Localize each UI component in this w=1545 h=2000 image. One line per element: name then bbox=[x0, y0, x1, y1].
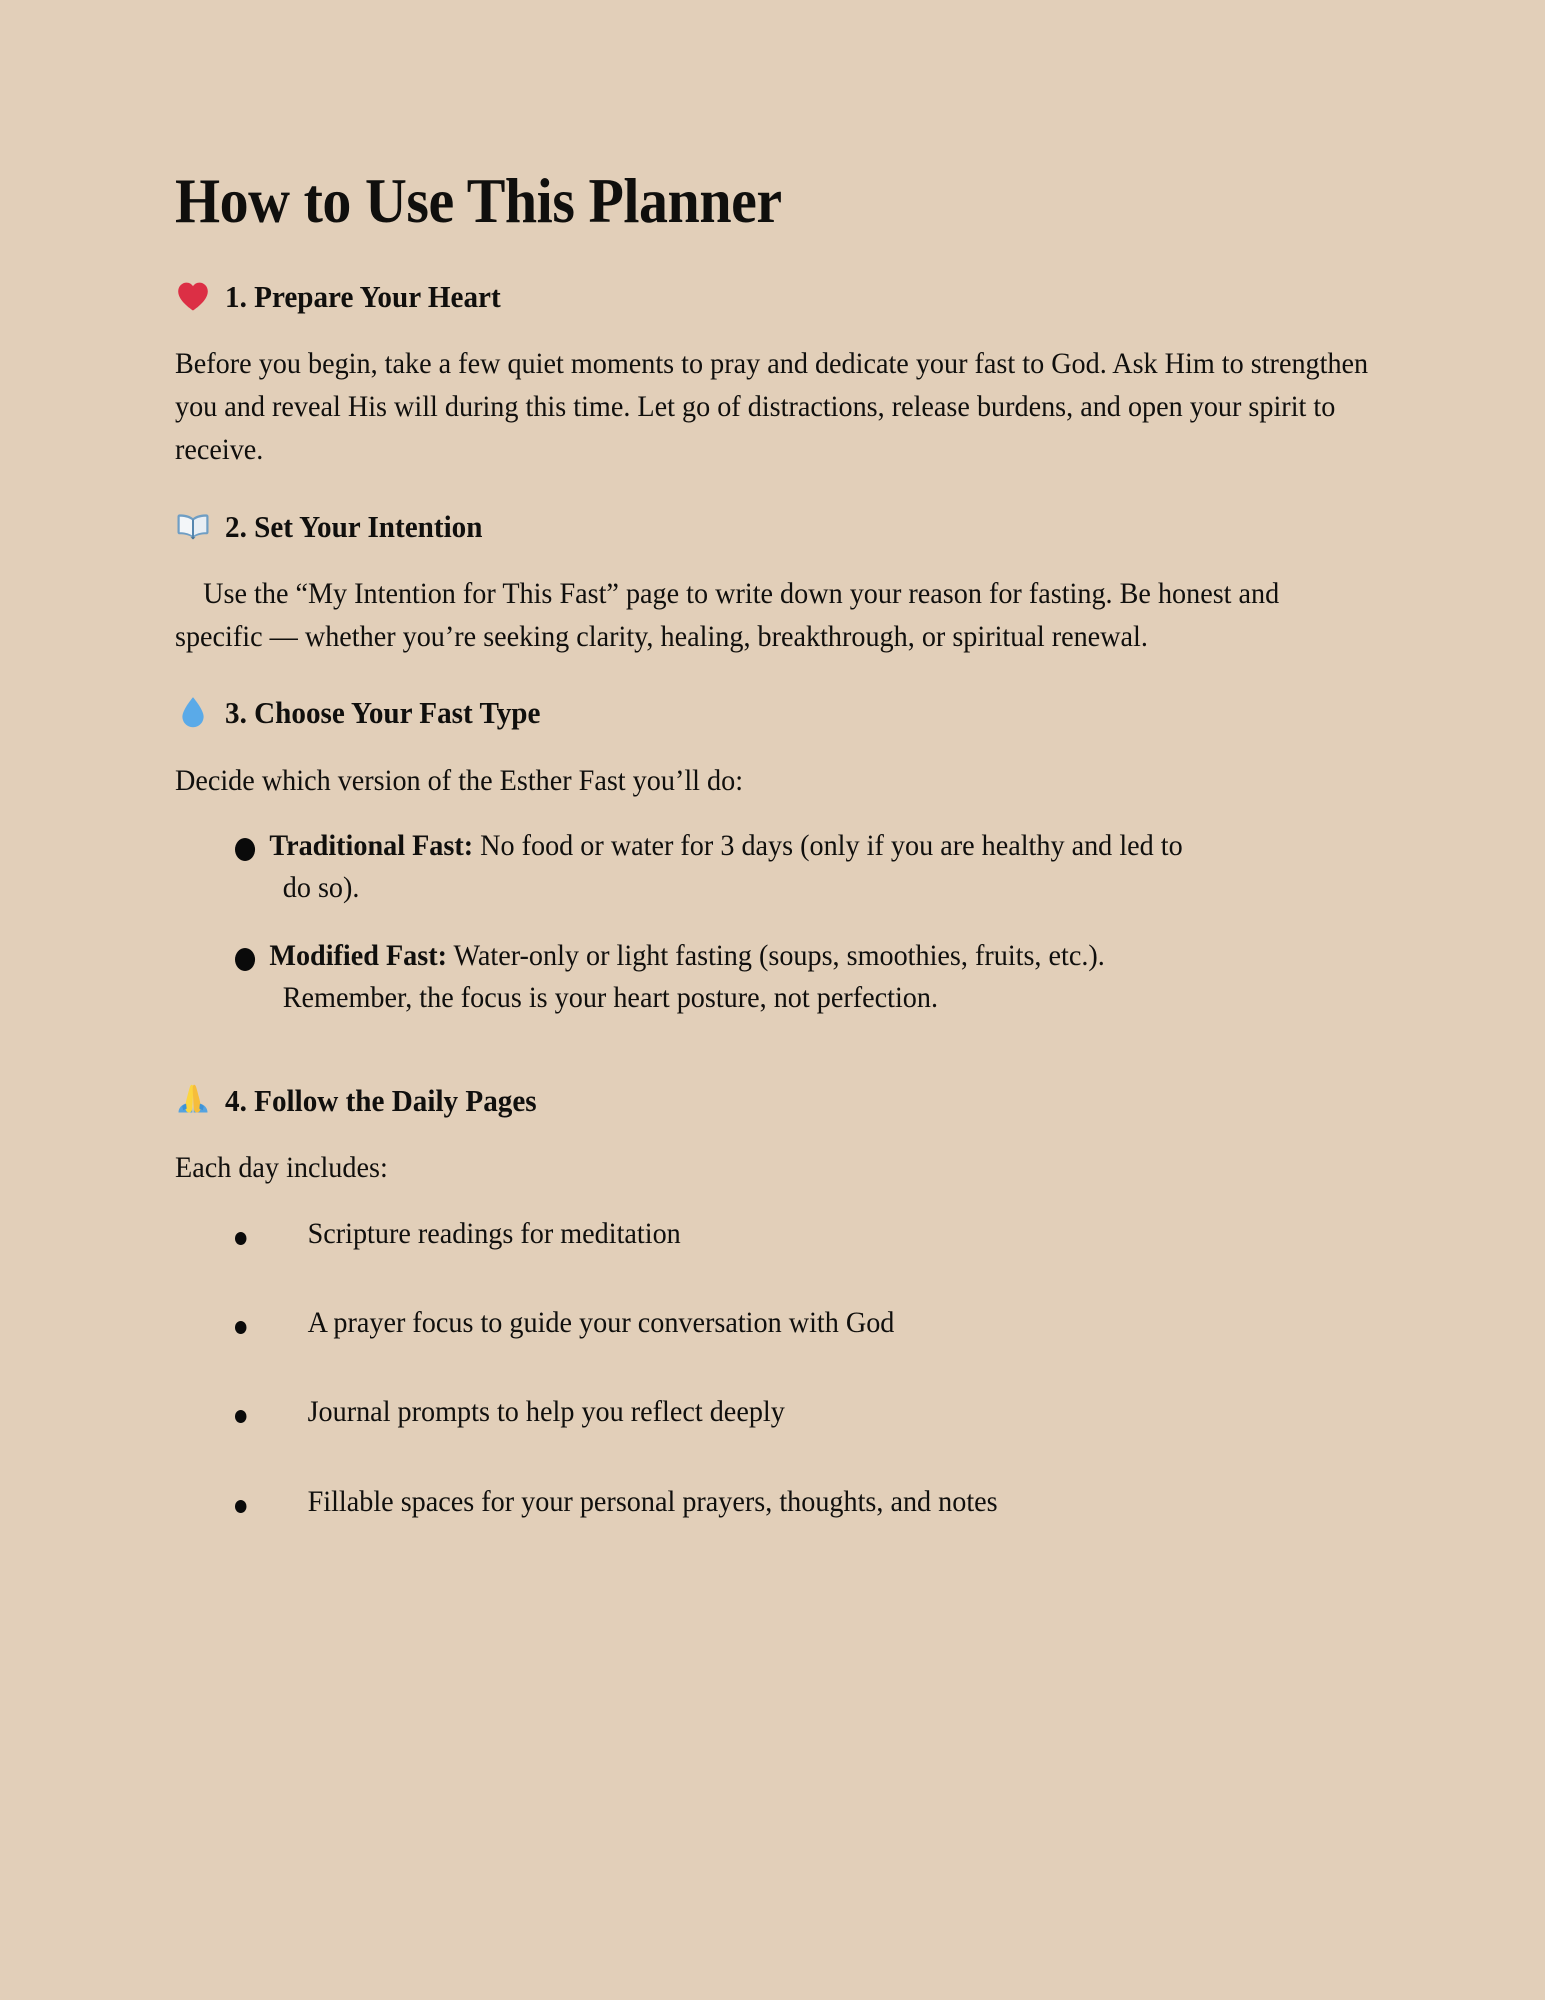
section-body-set-your-intention: Use the “My Intention for This Fast” page to write down your reason for fasting. Be honest and specific — whether you’re seeking clarity, healing, breakthrough, or spiritual renewal. bbox=[175, 577, 1280, 653]
section-heading-label: 4. Follow the Daily Pages bbox=[225, 1082, 537, 1118]
section-heading-follow-the-daily-pages bbox=[175, 1082, 1370, 1119]
list-item bbox=[235, 1482, 1319, 1523]
fast-type-list bbox=[175, 826, 1370, 1020]
bullet-dot-icon bbox=[235, 1500, 246, 1513]
section-body-follow-the-daily-pages: Each day includes: bbox=[175, 1151, 388, 1184]
list-item bbox=[235, 1392, 1319, 1433]
open-book-icon bbox=[175, 507, 211, 543]
bullet-dot-icon bbox=[235, 838, 255, 861]
list-item-label: Scripture readings for meditation bbox=[307, 1217, 681, 1250]
folded-hands-icon bbox=[175, 1081, 211, 1117]
section-body-choose-your-fast-type: Decide which version of the Esther Fast you’ll do: bbox=[175, 764, 744, 797]
fast-type-label: Traditional Fast: bbox=[269, 830, 474, 863]
section-heading-label: 1. Prepare Your Heart bbox=[225, 279, 501, 315]
list-item-label: A prayer focus to guide your conversation with God bbox=[307, 1307, 895, 1340]
section-heading-prepare-your-heart bbox=[175, 278, 1370, 315]
fast-type-description: No food or water for 3 days (only if you are healthy and led to bbox=[473, 830, 1183, 863]
red-heart-icon bbox=[175, 278, 211, 314]
bullet-dot-icon bbox=[235, 1321, 246, 1334]
section-heading-label: 2. Set Your Intention bbox=[225, 508, 483, 544]
fast-type-label: Modified Fast: bbox=[269, 940, 448, 973]
bullet-dot-icon bbox=[235, 1410, 246, 1423]
list-item bbox=[235, 936, 1404, 1020]
list-item bbox=[235, 826, 1404, 910]
list-item bbox=[235, 1303, 1319, 1344]
fast-type-description: Water-only or light fasting (soups, smoothies, fruits, etc.). bbox=[447, 940, 1105, 973]
water-droplet-icon bbox=[175, 694, 211, 730]
section-heading-label: 3. Choose Your Fast Type bbox=[225, 695, 541, 731]
fast-type-continuation: Remember, the focus is your heart posture, not perfection. bbox=[282, 981, 938, 1014]
list-item bbox=[235, 1214, 1319, 1255]
daily-includes-list bbox=[175, 1214, 1370, 1523]
list-item-label: Journal prompts to help you reflect deeply bbox=[307, 1396, 785, 1429]
bullet-dot-icon bbox=[235, 948, 255, 971]
page-title: How to Use This Planner bbox=[175, 166, 782, 236]
section-heading-choose-your-fast-type bbox=[175, 694, 1370, 731]
section-heading-set-your-intention bbox=[175, 508, 1370, 545]
bullet-dot-icon bbox=[235, 1232, 246, 1245]
list-item-label: Fillable spaces for your personal prayers, thoughts, and notes bbox=[307, 1485, 998, 1518]
section-body-prepare-your-heart: Before you begin, take a few quiet moments to pray and dedicate your fast to God. Ask Him to strengthen you and reveal His will during this time. Let go of distractions, release burdens, and open your spirit to receive. bbox=[175, 348, 1369, 466]
fast-type-continuation: do so). bbox=[282, 872, 360, 905]
